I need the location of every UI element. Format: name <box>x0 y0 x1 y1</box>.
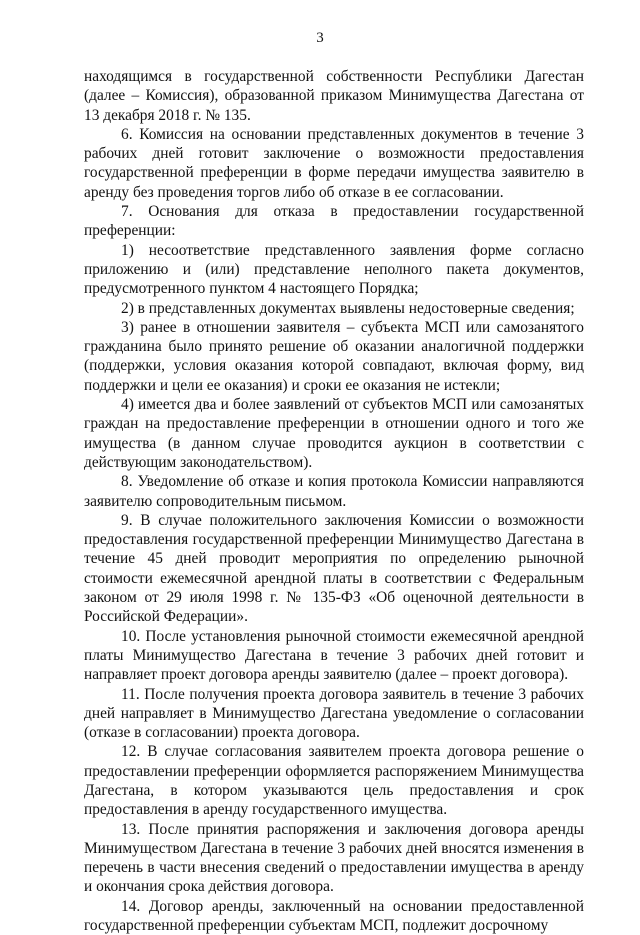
paragraph-8: 8. Уведомление об отказе и копия протокола Комиссии направляются заявителю сопроводительным письмом. <box>84 473 584 510</box>
document-body <box>84 67 584 935</box>
paragraph-continuation: находящимся в государственной собственности Республики Дагестан (далее – Комиссия), образованной приказом Минимущества Дагестана от 13 декабря 2018 г. № 135. <box>84 68 584 124</box>
paragraph-7-item-2: 2) в представленных документах выявлены недостоверные сведения; <box>121 299 575 317</box>
paragraph-7: 7. Основания для отказа в предоставлении государственной преференции: <box>84 203 584 240</box>
paragraph-13: 13. После принятия распоряжения и заключения договора аренды Минимуществом Дагестана в течение 3 рабочих дней вносятся изменения в перечень в части внесения сведений о предоставлении имущества в аренду и окончания срока действия договора. <box>84 820 584 896</box>
page-number: 3 <box>316 30 324 46</box>
paragraph-11: 11. После получения проекта договора заявитель в течение 3 рабочих дней направляет в Минимущество Дагестана уведомление о согласовании (отказе в согласовании) проекта договора. <box>84 685 584 742</box>
paragraph-7-item-1: 1) несоответствие представленного заявления форме согласно приложению и (или) представление неполного пакета документов, предусмотренного пунктом 4 настоящего Порядка; <box>84 241 584 298</box>
paragraph-12: 12. В случае согласования заявителем проекта договора решение о предоставлении преференции оформляется распоряжением Минимущества Дагестана, в котором указываются цель предоставления и срок предоставления в аренду государственного имущества. <box>84 743 584 819</box>
paragraph-10: 10. После установления рыночной стоимости ежемесячной арендной платы Минимущество Дагестана в течение 3 рабочих дней готовит и направляет проект договора аренды заявителю (далее – проект договора). <box>84 627 584 684</box>
paragraph-7-item-4: 4) имеется два и более заявлений от субъектов МСП или самозанятых граждан на предоставление преференции в отношении одного и того же имущества (в данном случае проводится аукцион в соответствии с действующим законодательством). <box>84 396 584 471</box>
paragraph-7-item-3: 3) ранее в отношении заявителя – субъекта МСП или самозанятого гражданина было принято решение об оказании аналогичной поддержки (поддержки, условия оказания которой совпадают, включая форму, вид поддержки и цели ее оказания) и сроки ее оказания не истекли; <box>84 318 584 394</box>
paragraph-14: 14. Договор аренды, заключенный на основании предоставленной государственной преференции субъектам МСП, подлежит досрочному <box>84 897 584 935</box>
paragraph-9: 9. В случае положительного заключения Комиссии о возможности предоставления государственной преференции Минимущество Дагестана в течение 45 дней проводит мероприятия по определению рыночной стоимости ежемесячной арендной платы в соответствии с Федеральным законом от 29 июля 1998 г. № 135-ФЗ «Об оценочной деятельности в Российской Федерации». <box>84 511 584 626</box>
paragraph-6: 6. Комиссия на основании представленных документов в течение 3 рабочих дней готовит заключение о возможности предоставления государственной преференции в форме передачи имущества заявителю в аренду без проведения торгов либо об отказе в ее согласовании. <box>84 125 584 201</box>
